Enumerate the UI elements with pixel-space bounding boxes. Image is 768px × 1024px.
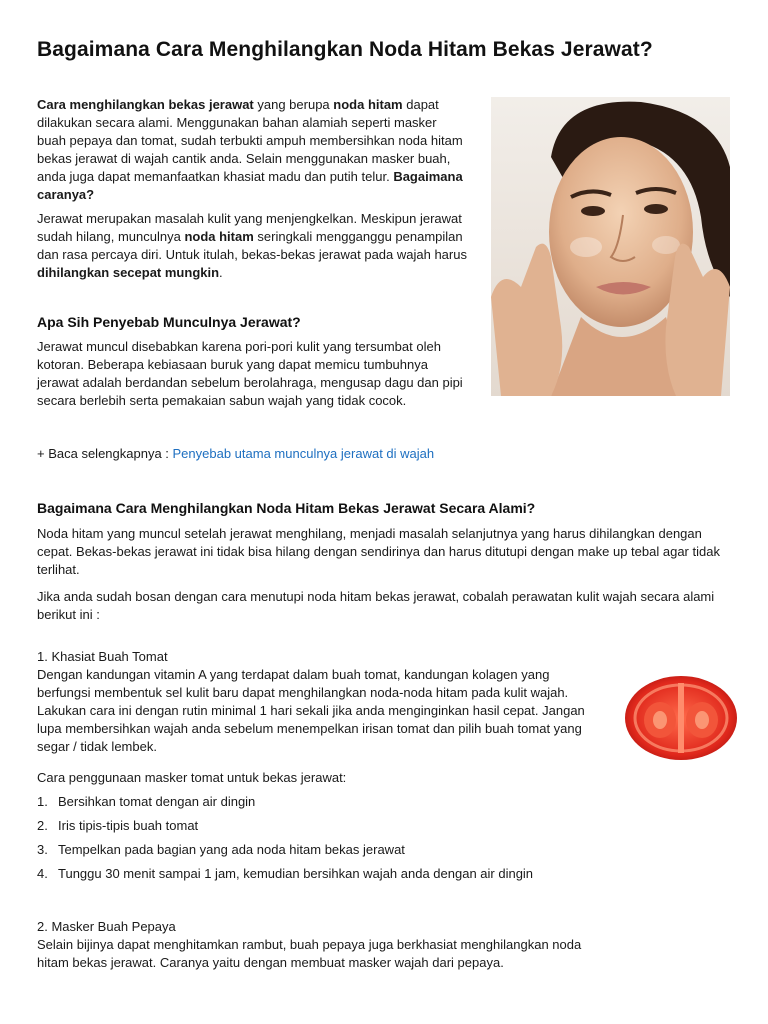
causes-paragraph: Jerawat muncul disebabkan karena pori-pori kulit yang tersumbat oleh kotoran. Beberapa kebiasaan buruk yang dapat memicu tumbuhnya jerawat adalah berdandan sebelum berolahraga, mengusap dagu dan pipi secara berlebih serta pemakaian sabun wajah yang tidak cocok. — [37, 339, 463, 408]
intro-bold-2: noda hitam — [333, 97, 403, 112]
step-number: 1. — [37, 794, 48, 809]
list-item — [37, 793, 533, 817]
read-more-link[interactable]: Penyebab utama munculnya jerawat di wajah — [172, 446, 435, 461]
step-number: 3. — [37, 842, 48, 857]
intro-text: seringkali mengganggu penampilan dan rasa percaya diri. Untuk itulah, bekas-bekas jerawat pada wajah harus — [37, 229, 467, 262]
list-item — [37, 817, 533, 841]
step-text: Tunggu 30 menit sampai 1 jam, kemudian bersihkan wajah anda dengan air dingin — [58, 866, 534, 881]
step-text: Bersihkan tomat dengan air dingin — [58, 794, 256, 809]
intro-bold: noda hitam — [184, 229, 254, 244]
read-more-prefix: + Baca selengkapnya : — [37, 446, 173, 461]
step-text: Tempelkan pada bagian yang ada noda hitam bekas jerawat — [58, 842, 405, 857]
tomato-illustration — [622, 668, 740, 764]
step-number: 2. — [37, 818, 48, 833]
step-number: 4. — [37, 866, 48, 881]
intro-bold-1: Cara menghilangkan bekas jerawat — [37, 97, 254, 112]
face-mask-photo — [491, 97, 730, 396]
section-heading-natural-removal: Bagaimana Cara Menghilangkan Noda Hitam Bekas Jerawat Secara Alami? — [37, 500, 536, 516]
intro-bold: dihilangkan secepat mungkin — [37, 265, 220, 280]
tomato-image — [622, 668, 740, 764]
intro-paragraph-2 — [37, 210, 472, 282]
papaya-title: 2. Masker Buah Pepaya — [37, 919, 176, 934]
tomato-title: 1. Khasiat Buah Tomat — [37, 649, 168, 664]
intro-text: Jerawat merupakan masalah kulit yang menjengkelkan. Meskipun jerawat sudah hilang, munculnya — [37, 211, 462, 244]
intro-text: yang berupa — [253, 97, 334, 112]
tomato-steps-list — [37, 793, 533, 889]
face-illustration — [491, 97, 730, 396]
intro-bold-3: Bagaimana caranya? — [37, 169, 463, 202]
list-item — [37, 865, 533, 889]
natural-removal-paragraph-1: Noda hitam yang muncul setelah jerawat menghilang, menjadi masalah selanjutnya yang harus dihilangkan dengan cepat. Bekas-bekas jerawat ini tidak bisa hilang dengan sendirinya dan harus ditutupi dengan make up tebal agar tidak terlihat. — [37, 526, 720, 577]
natural-removal-paragraph-2: Jika anda sudah bosan dengan cara menutupi noda hitam bekas jerawat, cobalah perawatan kulit wajah secara alami berikut ini : — [37, 589, 715, 622]
article-title: Bagaimana Cara Menghilangkan Noda Hitam Bekas Jerawat? — [37, 38, 653, 61]
intro-paragraph-1 — [37, 96, 467, 204]
intro-text: dapat dilakukan secara alami. Menggunakan bahan alamiah seperti masker buah pepaya dan tomat, sudah terbukti ampuh membersihkan noda hitam bekas jerawat di wajah cantik anda. Selain menggunakan masker buah, anda juga dapat memanfaatkan khasiat madu dan putih telur. — [37, 97, 463, 184]
tomato-body: Dengan kandungan vitamin A yang terdapat dalam buah tomat, kandungan kolagen yang berfungsi membentuk sel kulit baru dapat menghilangkan noda-noda hitam pada kulit wajah. Lakukan cara ini dengan rutin minimal 1 hari sekali jika anda menginginkan hasil cepat. Jangan lupa membersihkan wajah anda sebelum menempelkan irisan tomat dan pilih buah tomat yang segar / tidak lembek. — [37, 667, 585, 754]
tomato-usage-intro: Cara penggunaan masker tomat untuk bekas jerawat: — [37, 770, 347, 785]
list-item — [37, 841, 533, 865]
section-heading-causes: Apa Sih Penyebab Munculnya Jerawat? — [37, 314, 301, 330]
step-text: Iris tipis-tipis buah tomat — [58, 818, 199, 833]
intro-text: . — [219, 265, 223, 280]
papaya-body: Selain bijinya dapat menghitamkan rambut, buah pepaya juga berkhasiat menghilangkan noda hitam bekas jerawat. Caranya yaitu dengan membuat masker wajah dari pepaya. — [37, 937, 582, 970]
read-more-line — [37, 445, 497, 463]
